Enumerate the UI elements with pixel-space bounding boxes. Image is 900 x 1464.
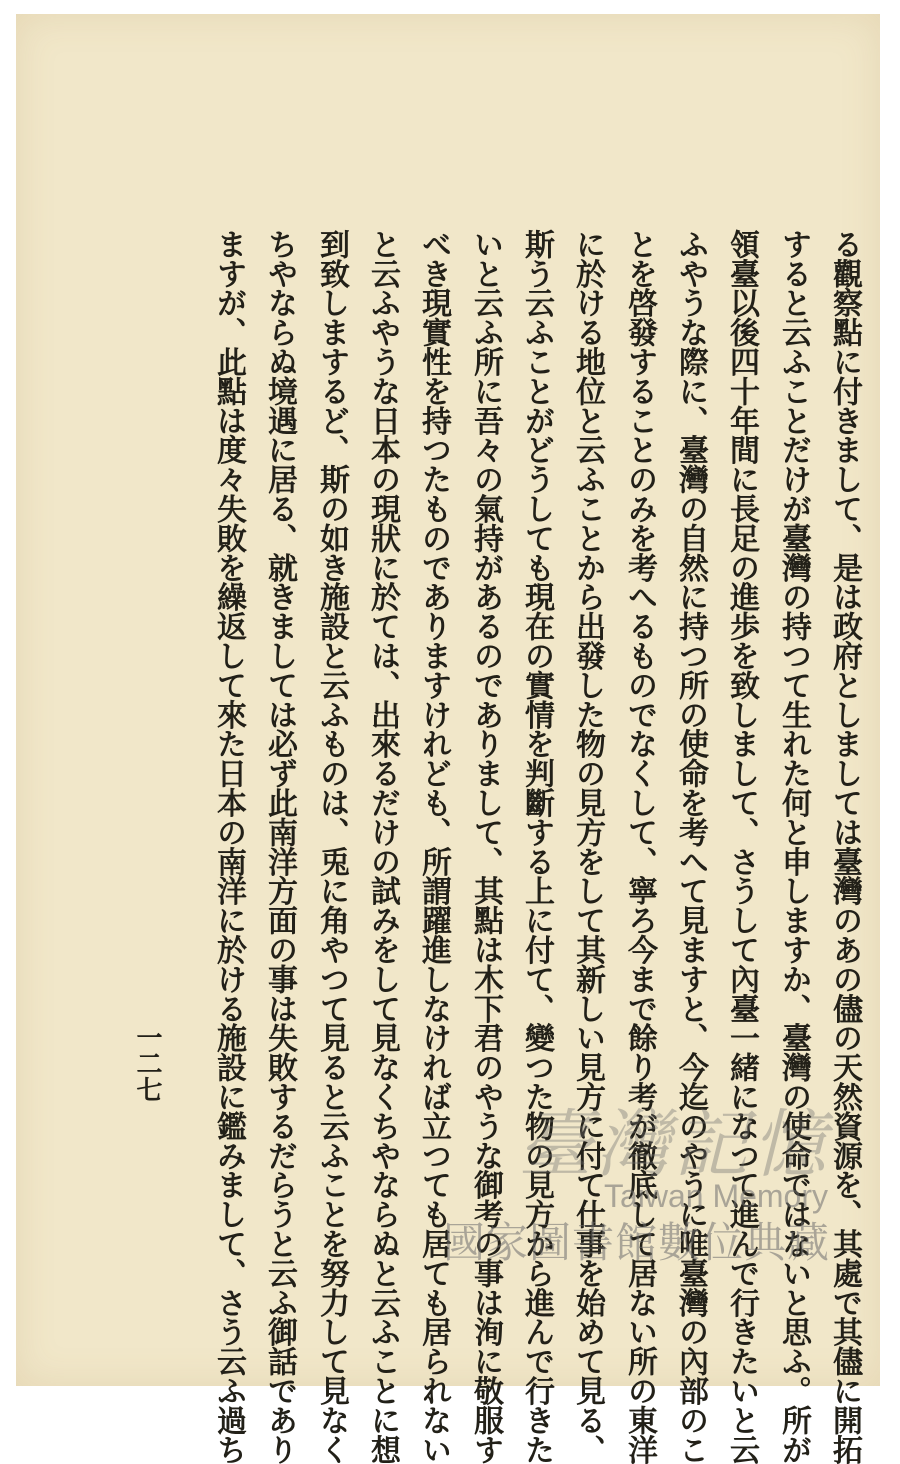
text-line: ふやうな際に、臺灣の自然に持つ所の使命を考へて見ますと、今迄のやうに唯臺灣の內部のこ <box>673 229 708 1464</box>
text-line: とを啓發することのみを考へるものでなくして、寧ろ今まで餘り考が徹底して居ない所の東洋 <box>622 229 657 1464</box>
page-number: 一二七 <box>132 1024 162 1102</box>
text-line: 領臺以後四十年間に長足の進歩を致しまして、さうして內臺一緒になつて進んで行きたいと云 <box>724 229 759 1464</box>
text-line: 到致しまするど、斯の如き施設と云ふものは、兎に角やつて見ると云ふことを努力して見なく <box>314 229 349 1464</box>
watermark-logo: 臺灣記憶 <box>518 1102 830 1188</box>
watermark <box>390 1100 840 1280</box>
text-line: べき現實性を持つたものでありますけれども、所謂躍進しなければ立つても居ても居られない <box>416 229 451 1464</box>
text-line: ますが、此點は度々失敗を繰返して來た日本の南洋に於ける施設に鑑みまして、さう云ふ過ち <box>211 229 246 1464</box>
text-line: と云ふやうな日本の現狀に於ては、出來るだけの試みをして見なくちやならぬと云ふことに想 <box>365 229 400 1464</box>
watermark-english: Taiwan Memory <box>603 1178 828 1214</box>
text-line: ちやならぬ境遇に居る、就きましては必ず此南洋方面の事は失敗するだらうと云ふ御話であり <box>262 229 297 1464</box>
text-line: る觀察點に付きまして、是は政府としましては臺灣のあの儘の天然資源を、其處で其儘に開拓 <box>827 229 862 1464</box>
text-line: に於ける地位と云ふことから出發した物の見方をして其新しい見方に付て仕事を始めて見る、 <box>570 229 605 1464</box>
watermark-chinese: 國家圖書館數位典藏 <box>442 1218 830 1267</box>
text-line: 斯う云ふことがどうしても現在の實情を判斷する上に付て、變つた物の見方から進んで行きた <box>519 229 554 1464</box>
text-line: すると云ふことだけが臺灣の持つて生れた何と申しますか、臺灣の使命ではないと思ふ。所が <box>776 229 811 1464</box>
text-line: いと云ふ所に吾々の氣持があるのでありまして、其點は木下君のやうな御考の事は洵に敬服す <box>468 229 503 1464</box>
